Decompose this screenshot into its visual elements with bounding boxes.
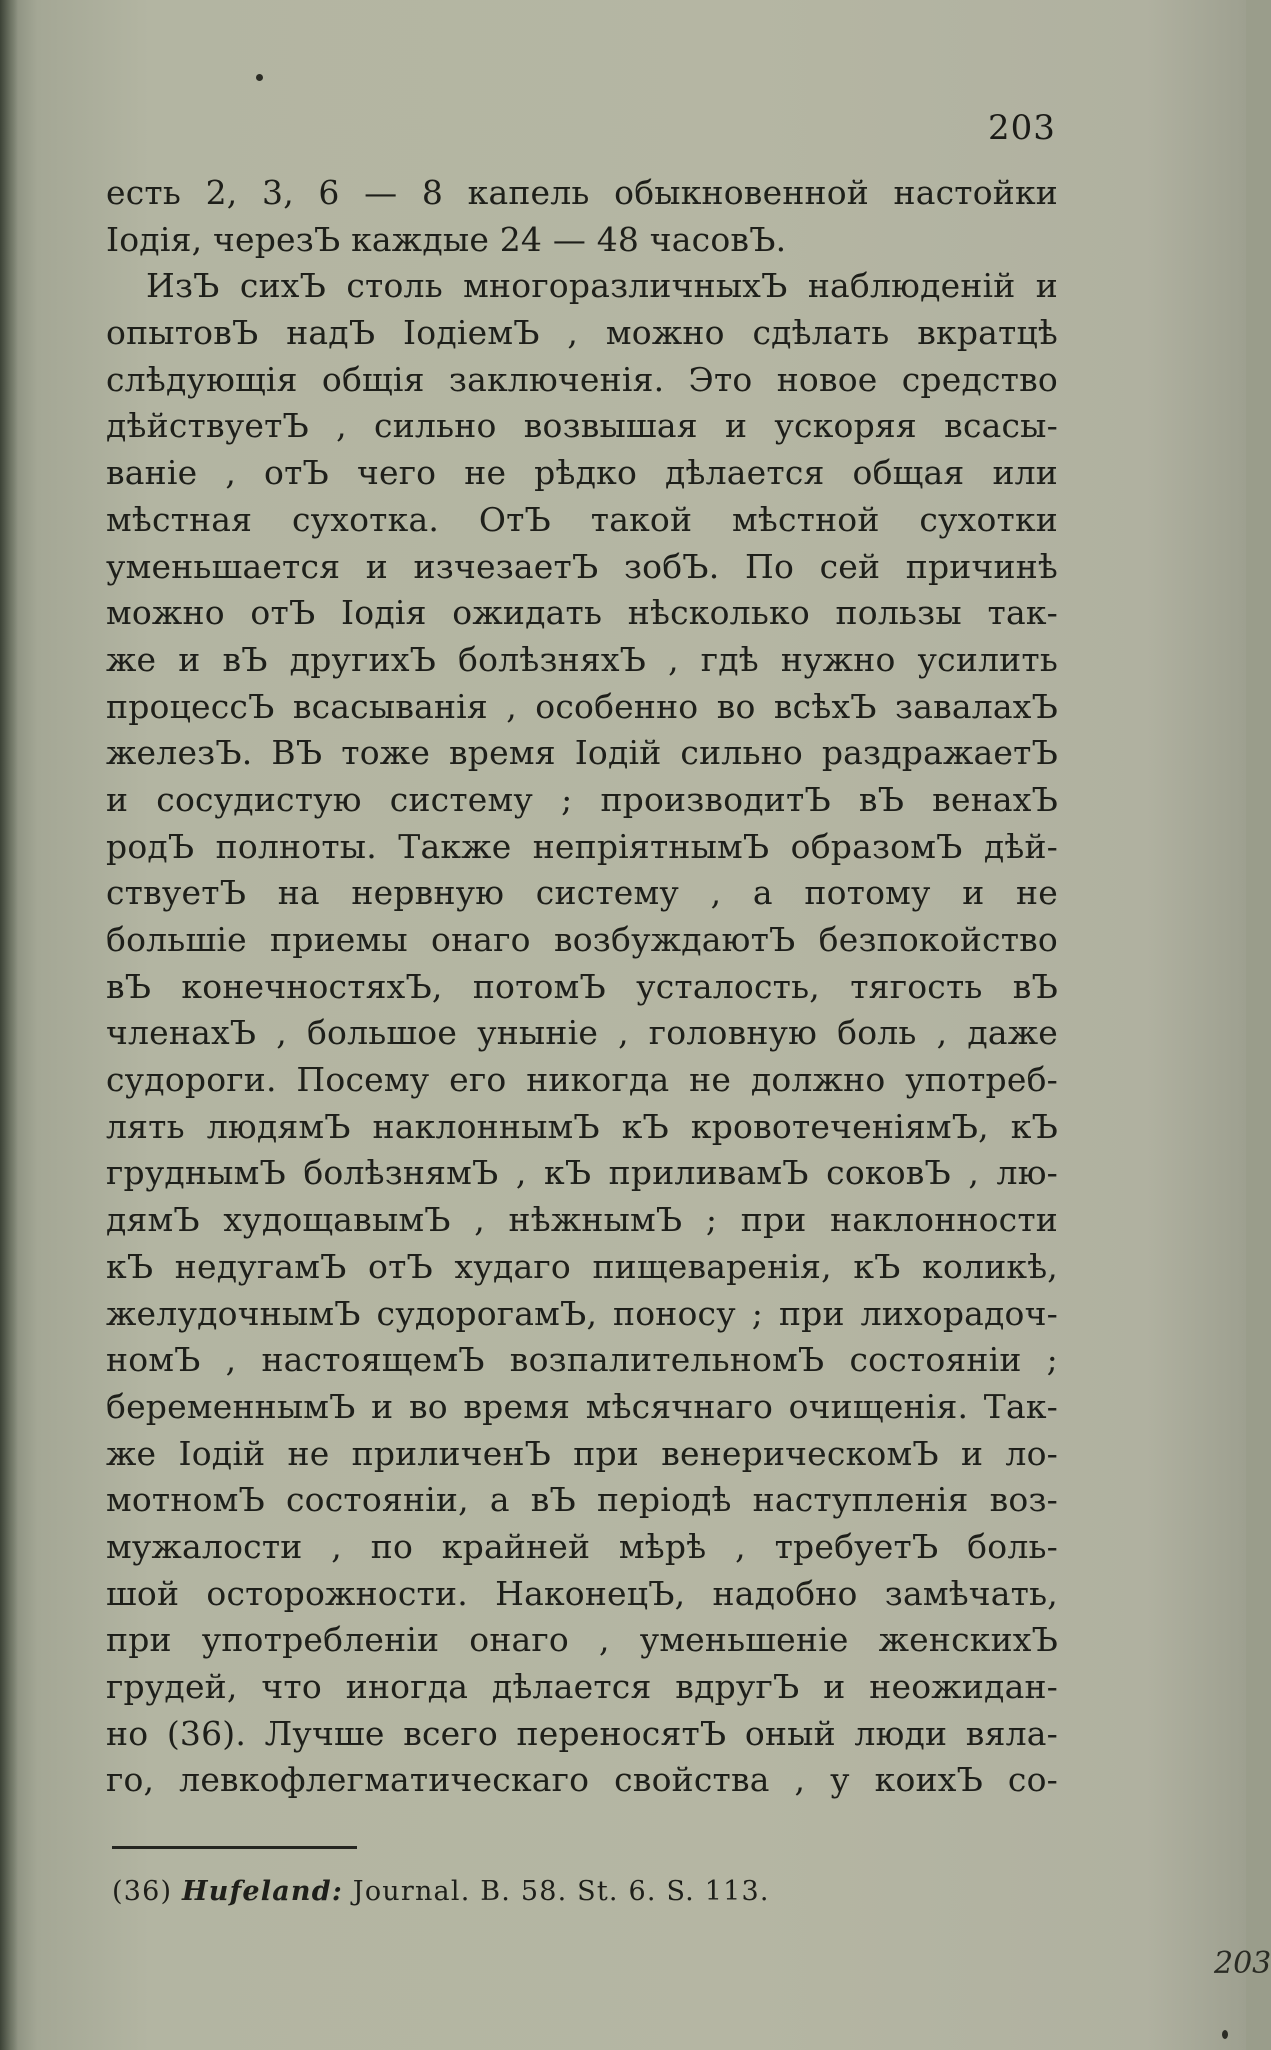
text-line: Іодія, черезЪ каждые 24 — 48 часовЪ. [106,219,787,259]
text-line: же Іодій не приличенЪ при венерическомЪ и ло- [106,1433,1058,1473]
footnote [112,1876,770,1907]
ink-speck [256,74,263,81]
text-line: мѣстная сухотка. ОтЪ такой мѣстной сухотки [106,499,1058,539]
footnote-author: Hufeland: [182,1876,343,1907]
text-line: кЪ недугамЪ отЪ худаго пищеваренія, кЪ коликѣ, [106,1246,1058,1286]
text-line: при употребленіи онаго , уменьшеніе женскихЪ [106,1620,1058,1660]
text-line: беременнымЪ и во время мѣсячнаго очищенія. Так- [106,1386,1058,1426]
text-line: вЪ конечностяхЪ, потомЪ усталость, тягость вЪ [106,966,1058,1006]
text-line: номЪ , настоящемЪ возпалительномЪ состояніи ; [106,1340,1058,1380]
ink-speck [1222,2030,1228,2039]
body-text [106,170,1058,1804]
text-line: но (36). Лучше всего переносятЪ оный люди вяла- [106,1713,1058,1753]
text-line: есть 2, 3, 6 — 8 капель обыкновенной настойки [106,173,1058,212]
text-line: и сосудистую систему ; производитЪ вЪ венахЪ [106,779,1058,819]
footnote-citation: Journal. B. 58. St. 6. S. 113. [352,1876,770,1907]
text-line: уменьшается и изчезаетЪ зобЪ. По сей причинѣ [106,546,1058,586]
text-line: го, левкофлегматическаго свойства , у коихЪ со- [106,1760,1058,1800]
text-line: судороги. Посему его никогда не должно употреб- [106,1060,1058,1100]
text-line: процессЪ всасыванія , особенно во всѣхЪ завалахЪ [106,686,1058,726]
text-line: железЪ. ВЪ тоже время Іодій сильно раздражаетЪ [106,733,1058,773]
text-line: лять людямЪ наклоннымЪ кЪ кровотеченіямЪ, кЪ [106,1106,1058,1146]
text-line: опытовЪ надЪ ІодіемЪ , можно сдѣлать вкратцѣ [106,313,1058,353]
text-line: слѣдующія общія заключенія. Это новое средство [106,359,1058,399]
text-line: груднымЪ болѣзнямЪ , кЪ приливамЪ соковЪ , лю- [106,1153,1058,1193]
page-number: 203 [988,108,1056,148]
text-line: дямЪ худощавымЪ , нѣжнымЪ ; при наклонности [106,1200,1058,1240]
text-line: ИзЪ сихЪ столь многоразличныхЪ наблюденій и [146,266,1058,306]
text-line: же и вЪ другихЪ болѣзняхЪ , гдѣ нужно усилить [106,639,1058,679]
text-line: мотномЪ состояніи, а вЪ періодѣ наступленія воз- [106,1480,1058,1520]
footnote-rule [112,1846,357,1849]
text-line: грудей, что иногда дѣлается вдругЪ и неожидан- [106,1667,1058,1706]
text-line: ваніе , отЪ чего не рѣдко дѣлается общая или [106,453,1058,493]
margin-page-number: 203 [1214,1946,1271,1981]
footnote-marker: (36) [112,1876,173,1907]
text-line: членахЪ , большое уныніе , головную боль , даже [106,1013,1058,1053]
text-line: ствуетЪ на нервную систему , а потому и не [106,873,1058,913]
text-line: шой осторожности. НаконецЪ, надобно замѣчать, [106,1573,1058,1613]
text-line: родЪ полноты. Также непріятнымЪ образомЪ дѣй- [106,826,1058,866]
text-line: мужалости , по крайней мѣрѣ , требуетЪ боль- [106,1526,1058,1566]
text-line: дѣйствуетЪ , сильно возвышая и ускоряя всасы- [106,406,1058,446]
text-line: можно отЪ Іодія ожидать нѣсколько пользы так- [106,593,1058,633]
text-line: желудочнымЪ судорогамЪ, поносу ; при лихорадоч- [106,1293,1058,1333]
text-line: большіе приемы онаго возбуждаютЪ безпокойство [106,920,1058,959]
